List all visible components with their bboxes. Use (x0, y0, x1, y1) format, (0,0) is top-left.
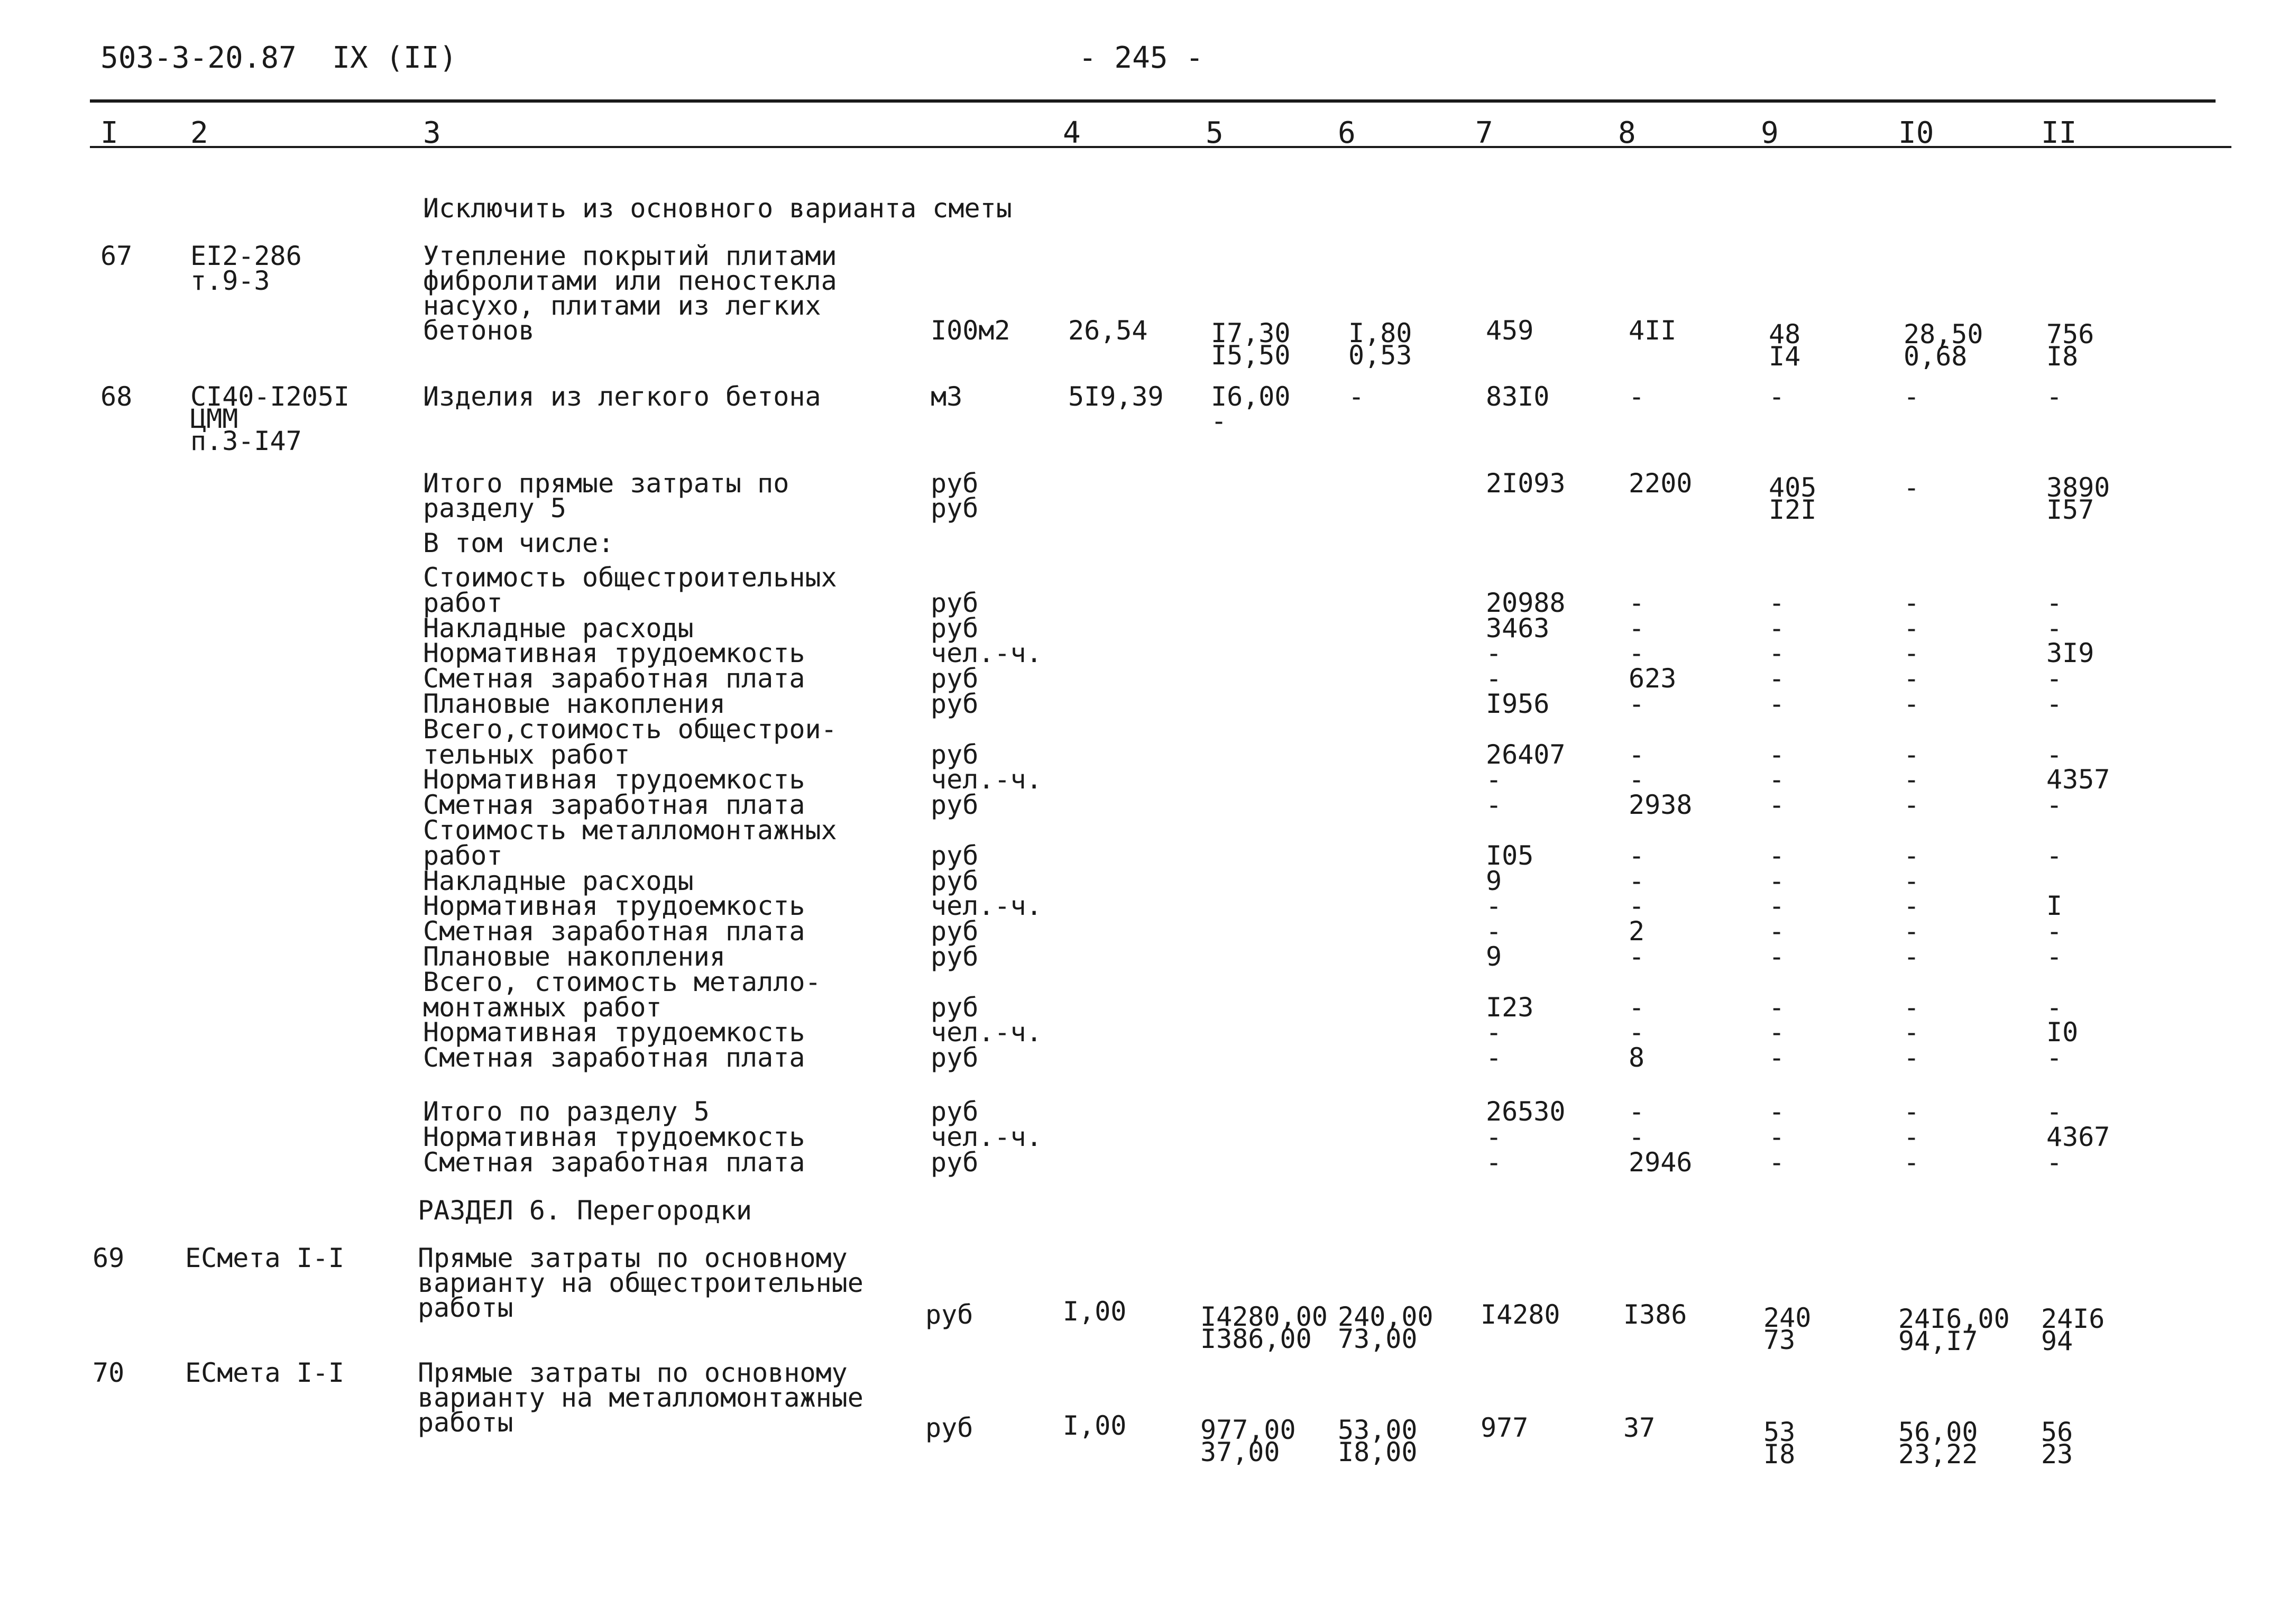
line-unit: руб (931, 689, 979, 719)
line-col8: - (1629, 612, 1645, 644)
line-col11: 4357 (2046, 764, 2110, 795)
row-col11: 24I6 (2041, 1304, 2105, 1334)
row-qty: 5I9,39 (1068, 381, 1164, 412)
line-col7: I23 (1486, 992, 1534, 1023)
line-col8: - (1629, 1017, 1645, 1048)
line-col7: - (1486, 1017, 1502, 1048)
line-unit: чел.-ч. (931, 891, 1042, 922)
line-col10: - (1904, 1017, 1920, 1048)
row-name: варианту на общестроительные (418, 1268, 863, 1298)
row-name: Прямые затраты по основному (418, 1357, 848, 1388)
line-col8: - (1629, 689, 1645, 719)
line-label: Плановые накопления (423, 689, 725, 719)
row-col10: - (1904, 472, 1920, 503)
line-label: Накладные расходы (423, 865, 694, 896)
line-col8: - (1629, 840, 1645, 871)
line-label: Накладные расходы (423, 612, 694, 644)
row-name: варианту на металломонтажные (418, 1382, 863, 1413)
line-col8: - (1629, 1121, 1645, 1152)
row-col5: I6,00 (1211, 381, 1291, 412)
line-unit: чел.-ч. (931, 1017, 1042, 1048)
row-name: фибролитами или пеностекла (423, 265, 837, 296)
including-label: В том числе: (423, 528, 614, 558)
line-col11: - (2046, 840, 2063, 871)
line-col11: - (2046, 1146, 2063, 1178)
line-col7: 26530 (1486, 1096, 1566, 1127)
line-col8: - (1629, 865, 1645, 896)
row-col8: I386 (1623, 1299, 1687, 1330)
line-unit: руб (931, 587, 979, 618)
row-col9: 48 (1769, 319, 1801, 350)
line-col8: - (1629, 1096, 1645, 1127)
row-col7: I4280 (1481, 1299, 1560, 1330)
row-col9: 73 (1763, 1325, 1796, 1355)
line-col7: - (1486, 790, 1502, 821)
line-col7: - (1486, 663, 1502, 694)
line-col9: - (1769, 663, 1785, 694)
line-col9: - (1769, 790, 1785, 821)
line-col9: - (1769, 587, 1785, 618)
line-col9: - (1769, 1096, 1785, 1127)
line-col11: - (2046, 916, 2063, 947)
row-code: ЕСмета I-I (185, 1243, 345, 1273)
line-col8: 623 (1629, 663, 1677, 694)
row-col6: I,80 (1348, 318, 1412, 348)
line-col10: - (1904, 587, 1920, 618)
line-label: Нормативная трудоемкость (423, 764, 805, 795)
column-number: 7 (1475, 116, 1493, 150)
row-name: Прямые затраты по основному (418, 1243, 848, 1273)
line-unit: руб (931, 1146, 979, 1178)
row-col6: 73,00 (1338, 1324, 1418, 1354)
line-label: Нормативная трудоемкость (423, 1121, 805, 1152)
row-col9: I8 (1763, 1439, 1796, 1470)
row-code: т.9-3 (190, 265, 270, 296)
line-col9: - (1769, 992, 1785, 1023)
page-number: - 245 - (1079, 41, 1204, 75)
line-unit: руб (931, 992, 979, 1023)
row-col8: 2200 (1629, 468, 1693, 499)
row-code: ЦММ (190, 403, 238, 434)
line-col9: - (1769, 1146, 1785, 1178)
line-col9: - (1769, 840, 1785, 871)
row-col11: 756 (2046, 319, 2094, 350)
row-number: 68 (100, 381, 133, 412)
line-col9: - (1769, 865, 1785, 896)
line-col8: 8 (1629, 1042, 1645, 1074)
line-col10: - (1904, 638, 1920, 669)
line-col10: - (1904, 1042, 1920, 1074)
line-col11: - (2046, 992, 2063, 1023)
line-col7: - (1486, 916, 1502, 947)
row-col7: 2I093 (1486, 468, 1566, 499)
line-col7: 3463 (1486, 612, 1550, 644)
line-col8: - (1629, 941, 1645, 972)
row-name: Изделия из легкого бетона (423, 381, 821, 412)
line-col11: - (2046, 587, 2063, 618)
line-col11: - (2046, 1096, 2063, 1127)
row-col11: 3890 (2046, 472, 2110, 503)
line-label: Стоимость металломонтажных (423, 815, 837, 846)
row-col9: - (1769, 381, 1785, 412)
row-name: бетонов (423, 315, 535, 346)
line-col7: - (1486, 638, 1502, 669)
row-col5: I7,30 (1211, 318, 1291, 348)
line-col10: - (1904, 891, 1920, 922)
line-col7: - (1486, 1121, 1502, 1152)
section-heading: РАЗДЕЛ 6. Перегородки (418, 1195, 752, 1226)
row-unit: руб (925, 1299, 973, 1330)
row-col5: - (1211, 406, 1227, 436)
row-col5: 977,00 (1200, 1415, 1296, 1445)
line-col7: - (1486, 1042, 1502, 1074)
line-col7: 26407 (1486, 739, 1566, 770)
line-label: тельных работ (423, 739, 630, 770)
line-col9: - (1769, 1042, 1785, 1074)
line-col9: - (1769, 739, 1785, 770)
line-label: монтажных работ (423, 992, 662, 1023)
row-code: EI2-286 (190, 241, 302, 271)
row-name: Итого прямые затраты по (423, 468, 789, 499)
row-code: п.3-I47 (190, 426, 302, 456)
line-label: Плановые накопления (423, 941, 725, 972)
row-code: CI40-I205I (190, 381, 350, 412)
row-col8: 4II (1629, 315, 1677, 346)
row-col7: 977 (1481, 1412, 1529, 1443)
row-col11: - (2046, 381, 2063, 412)
line-label: работ (423, 840, 503, 871)
line-label: Сметная заработная плата (423, 916, 805, 947)
row-col6: 0,53 (1348, 340, 1412, 371)
line-label: Стоимость общестроительных (423, 562, 837, 593)
line-col8: - (1629, 764, 1645, 795)
row-code: ЕСмета I-I (185, 1357, 345, 1388)
line-col7: 9 (1486, 865, 1502, 896)
column-number: 3 (423, 116, 441, 150)
line-col11: 3I9 (2046, 638, 2094, 669)
line-col9: - (1769, 1017, 1785, 1048)
line-col10: - (1904, 1146, 1920, 1178)
line-col7: 9 (1486, 941, 1502, 972)
line-col11: - (2046, 663, 2063, 694)
line-label: Сметная заработная плата (423, 1146, 805, 1178)
column-number: 2 (190, 116, 208, 150)
line-col10: - (1904, 689, 1920, 719)
line-col10: - (1904, 992, 1920, 1023)
line-col9: - (1769, 764, 1785, 795)
row-col11: 94 (2041, 1326, 2073, 1356)
section-heading: Исключить из основного варианта сметы (423, 193, 1012, 224)
line-unit: руб (931, 865, 979, 896)
line-unit: руб (931, 612, 979, 644)
line-col10: - (1904, 612, 1920, 644)
line-col7: - (1486, 764, 1502, 795)
line-col10: - (1904, 1121, 1920, 1152)
line-label: Сметная заработная плата (423, 1042, 805, 1074)
line-col11: - (2046, 1042, 2063, 1074)
line-col7: I956 (1486, 689, 1550, 719)
row-unit: руб (931, 493, 979, 524)
row-col5: I386,00 (1200, 1324, 1312, 1354)
line-col8: - (1629, 891, 1645, 922)
row-number: 67 (100, 241, 133, 271)
line-col8: - (1629, 587, 1645, 618)
row-col5: I5,50 (1211, 340, 1291, 371)
line-col11: I (2046, 891, 2063, 922)
line-col10: - (1904, 739, 1920, 770)
column-number: 6 (1338, 116, 1356, 150)
row-col7: 459 (1486, 315, 1534, 346)
line-unit: руб (931, 1042, 979, 1074)
line-unit: руб (931, 916, 979, 947)
row-col11: 56 (2041, 1417, 2073, 1447)
line-col7: 20988 (1486, 587, 1566, 618)
column-number: II (2041, 116, 2077, 150)
row-col6: - (1348, 381, 1365, 412)
line-col11: - (2046, 941, 2063, 972)
row-col6: 240,00 (1338, 1301, 1433, 1332)
row-number: 69 (93, 1243, 125, 1273)
row-col8: - (1629, 381, 1645, 412)
column-number: 5 (1206, 116, 1224, 150)
line-unit: чел.-ч. (931, 764, 1042, 795)
line-col11: I0 (2046, 1017, 2079, 1048)
table-top-rule (90, 99, 2216, 103)
row-col9: 240 (1763, 1302, 1812, 1333)
row-col5: 37,00 (1200, 1437, 1280, 1467)
row-unit: м3 (931, 381, 963, 412)
line-col11: - (2046, 612, 2063, 644)
row-col7: 83I0 (1486, 381, 1550, 412)
line-unit: чел.-ч. (931, 638, 1042, 669)
column-number: 8 (1618, 116, 1636, 150)
line-col9: - (1769, 891, 1785, 922)
row-col11: I57 (2046, 494, 2094, 525)
line-unit: руб (931, 663, 979, 694)
line-col9: - (1769, 1121, 1785, 1152)
row-col9: I2I (1769, 494, 1817, 525)
row-col10: 56,00 (1898, 1417, 1978, 1447)
row-unit: руб (925, 1412, 973, 1443)
row-col10: - (1904, 381, 1920, 412)
row-name: насухо, плитами из легких (423, 290, 821, 321)
row-col9: 405 (1769, 472, 1817, 503)
line-unit: руб (931, 840, 979, 871)
line-col9: - (1769, 916, 1785, 947)
column-number: I (100, 116, 118, 150)
row-col5: I4280,00 (1200, 1301, 1328, 1332)
line-col7: - (1486, 1146, 1502, 1178)
line-label: Сметная заработная плата (423, 790, 805, 821)
line-col8: - (1629, 992, 1645, 1023)
line-col9: - (1769, 612, 1785, 644)
row-qty: I,00 (1063, 1410, 1127, 1441)
line-col9: - (1769, 638, 1785, 669)
row-qty: I,00 (1063, 1296, 1127, 1327)
row-col10: 28,50 (1904, 319, 1983, 350)
line-label: Нормативная трудоемкость (423, 891, 805, 922)
line-label: Нормативная трудоемкость (423, 638, 805, 669)
line-col9: - (1769, 689, 1785, 719)
row-col10: 0,68 (1904, 341, 1968, 372)
line-label: Всего, стоимость металло- (423, 966, 821, 997)
row-col11: 23 (2041, 1439, 2073, 1470)
row-col9: 53 (1763, 1417, 1796, 1447)
line-col8: 2938 (1629, 790, 1693, 821)
line-col7: I05 (1486, 840, 1534, 871)
line-unit: чел.-ч. (931, 1121, 1042, 1152)
row-unit: I00м2 (931, 315, 1010, 346)
row-qty: 26,54 (1068, 315, 1148, 346)
row-name: работы (418, 1292, 513, 1323)
line-col8: 2946 (1629, 1146, 1693, 1178)
line-col11: - (2046, 689, 2063, 719)
row-col6: I8,00 (1338, 1437, 1418, 1467)
line-col11: - (2046, 739, 2063, 770)
line-col11: 4367 (2046, 1121, 2110, 1152)
row-name: разделу 5 (423, 493, 566, 524)
row-name: Утепление покрытий плитами (423, 241, 837, 271)
row-unit: руб (931, 468, 979, 499)
line-label: работ (423, 587, 503, 618)
document-code: 503-3-20.87 IX (II) (100, 41, 457, 75)
line-unit: руб (931, 790, 979, 821)
row-col10: 24I6,00 (1898, 1304, 2010, 1334)
line-col10: - (1904, 916, 1920, 947)
line-unit: руб (931, 1096, 979, 1127)
row-col8: 37 (1623, 1412, 1656, 1443)
row-name: работы (418, 1407, 513, 1438)
line-unit: руб (931, 941, 979, 972)
line-label: Нормативная трудоемкость (423, 1017, 805, 1048)
line-unit: руб (931, 739, 979, 770)
line-label: Всего,стоимость общестрои- (423, 713, 837, 745)
column-number: I0 (1898, 116, 1934, 150)
row-col9: I4 (1769, 341, 1801, 372)
line-col10: - (1904, 764, 1920, 795)
line-col8: 2 (1629, 916, 1645, 947)
column-number: 9 (1761, 116, 1779, 150)
line-label: Сметная заработная плата (423, 663, 805, 694)
line-col10: - (1904, 1096, 1920, 1127)
line-col9: - (1769, 941, 1785, 972)
row-number: 70 (93, 1357, 125, 1388)
row-col6: 53,00 (1338, 1415, 1418, 1445)
line-label: Итого по разделу 5 (423, 1096, 710, 1127)
line-col10: - (1904, 663, 1920, 694)
row-col10: 94,I7 (1898, 1326, 1978, 1356)
line-col7: - (1486, 891, 1502, 922)
line-col10: - (1904, 865, 1920, 896)
column-number: 4 (1063, 116, 1081, 150)
line-col10: - (1904, 941, 1920, 972)
line-col8: - (1629, 739, 1645, 770)
line-col8: - (1629, 638, 1645, 669)
line-col11: - (2046, 790, 2063, 821)
line-col10: - (1904, 840, 1920, 871)
line-col10: - (1904, 790, 1920, 821)
row-col10: 23,22 (1898, 1439, 1978, 1470)
row-col11: I8 (2046, 341, 2079, 372)
